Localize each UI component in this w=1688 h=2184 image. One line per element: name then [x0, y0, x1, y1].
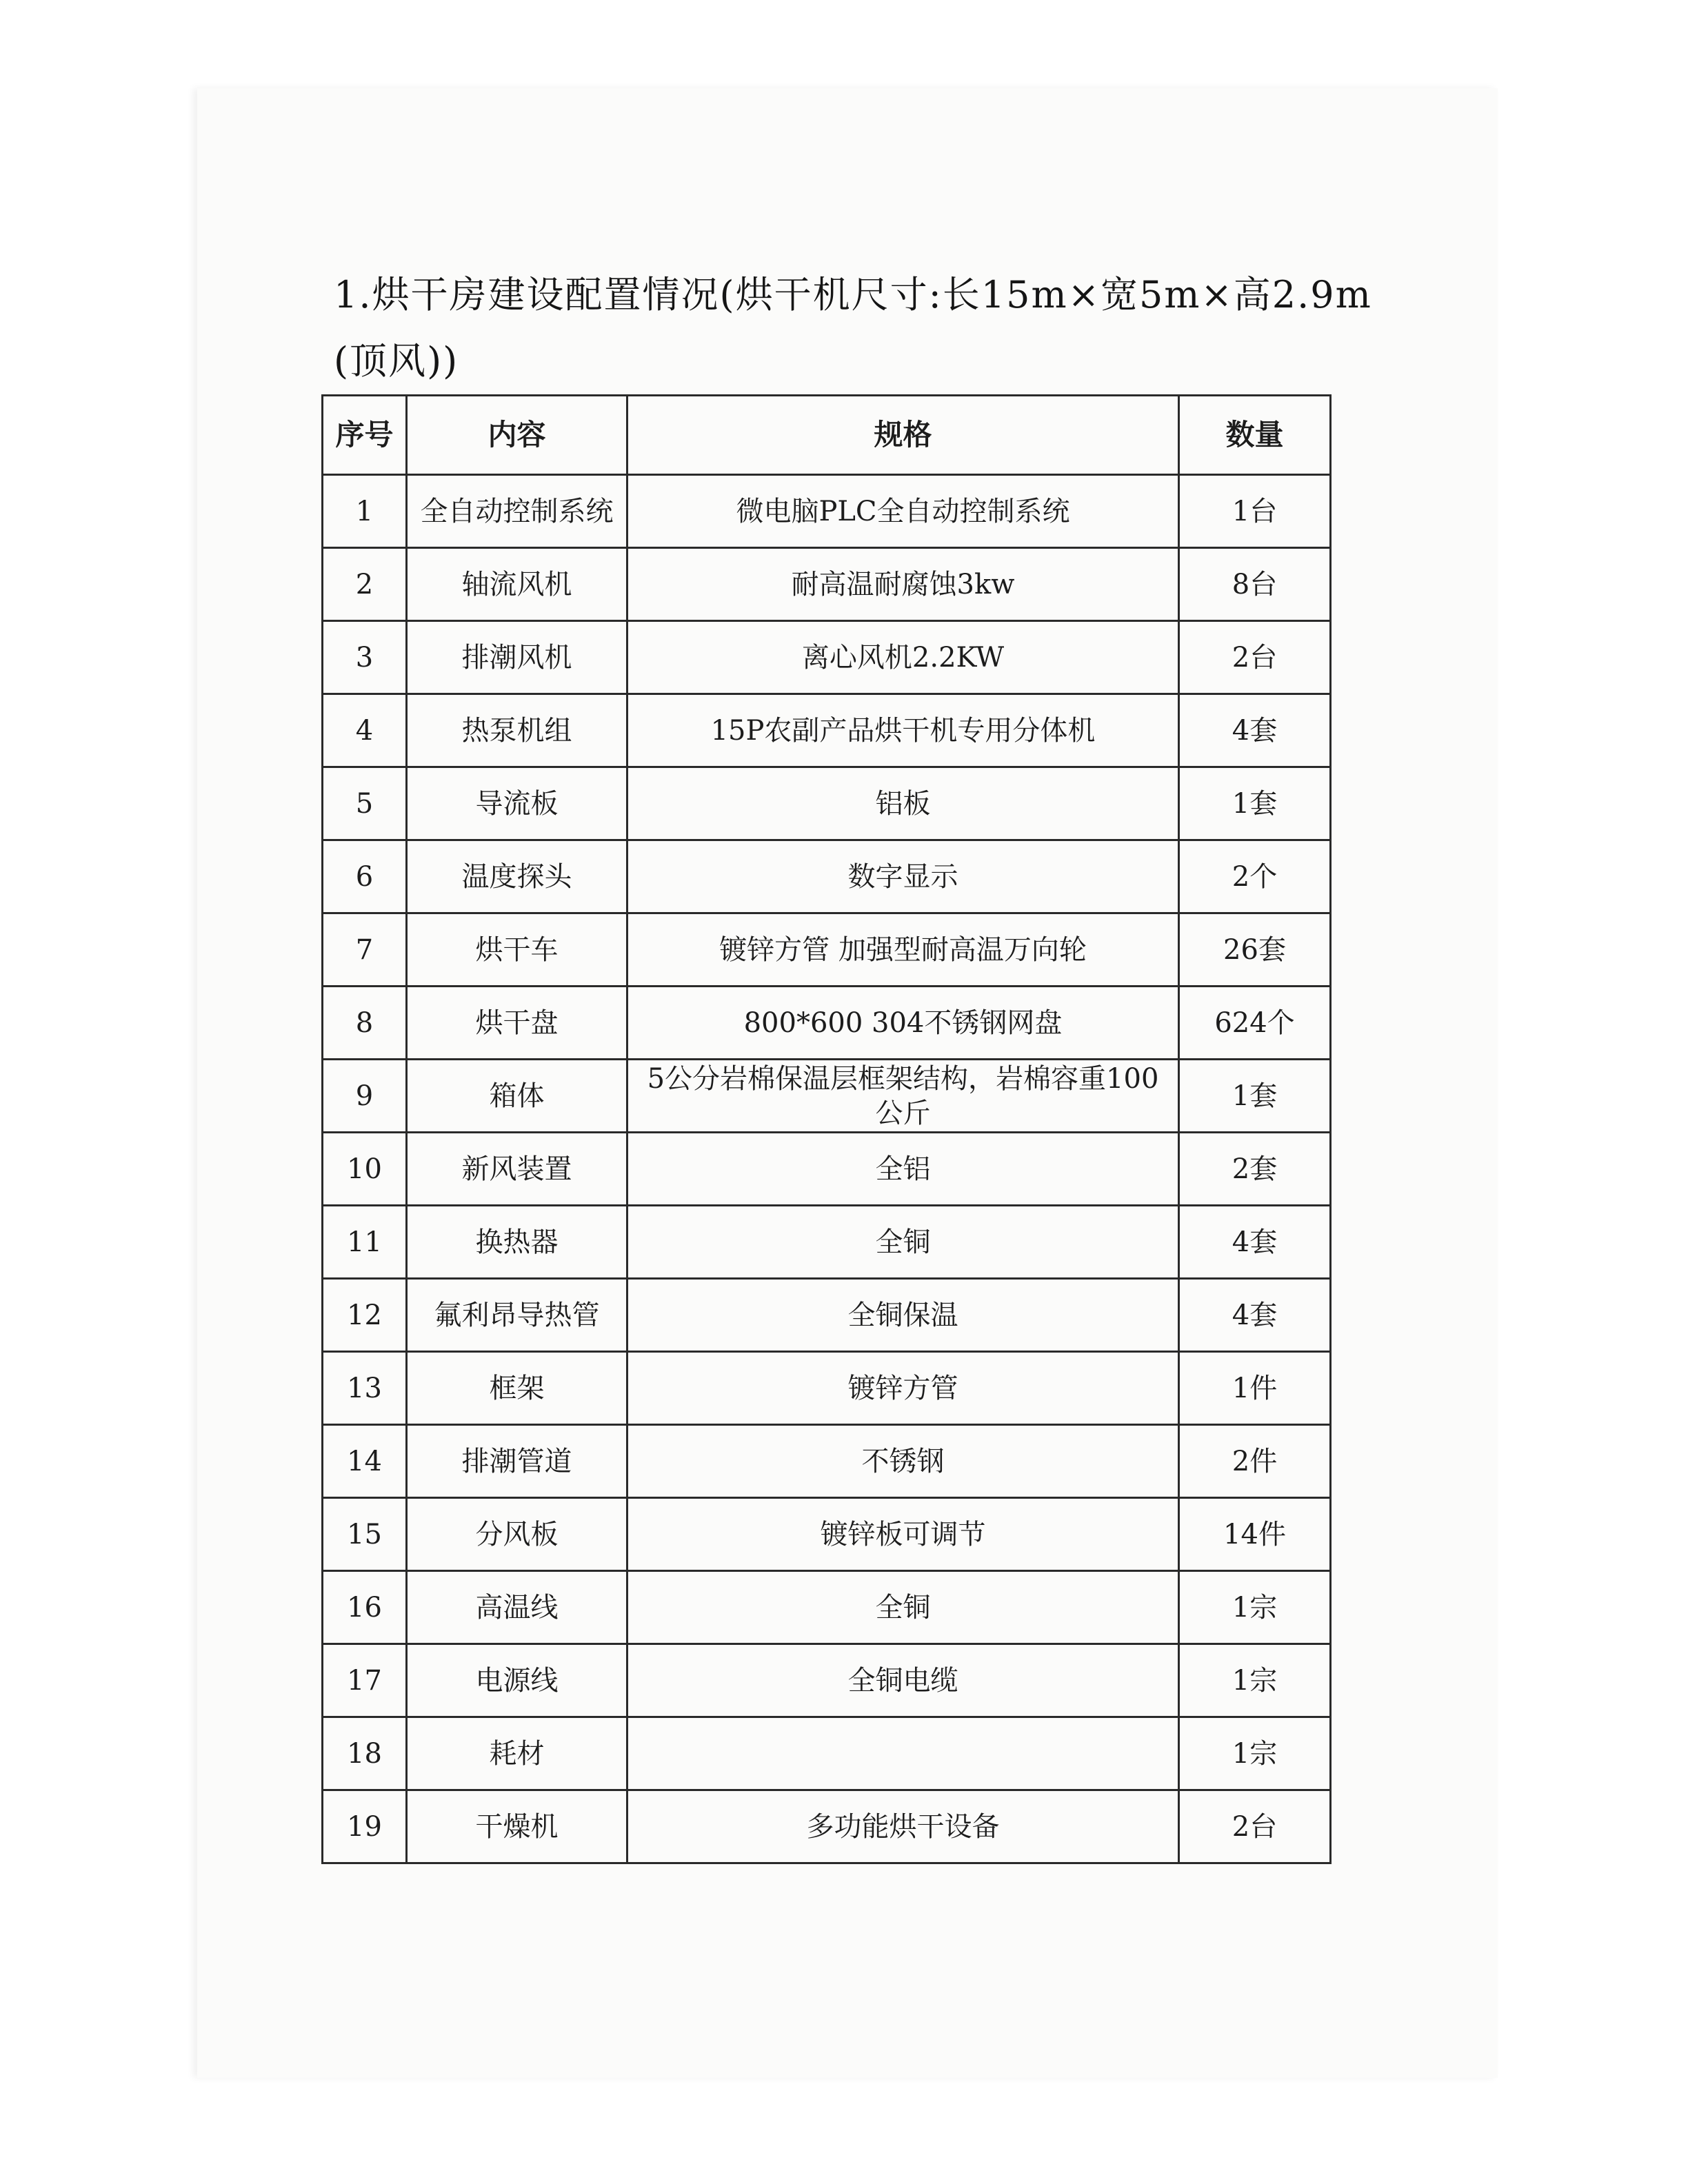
cell-specification: 微电脑PLC全自动控制系统 — [627, 475, 1179, 548]
cell-specification: 镀锌方管 — [627, 1352, 1179, 1425]
cell-specification: 镀锌板可调节 — [627, 1498, 1179, 1571]
cell-content: 干燥机 — [407, 1790, 627, 1863]
cell-serial-number: 1 — [323, 475, 407, 548]
cell-specification: 离心风机2.2KW — [627, 621, 1179, 694]
cell-specification: 5公分岩棉保温层框架结构，岩棉容重100公斤 — [627, 1060, 1179, 1133]
cell-specification: 耐高温耐腐蚀3kw — [627, 548, 1179, 621]
cell-serial-number: 16 — [323, 1571, 407, 1644]
table-row — [323, 621, 1331, 694]
table-row — [323, 1060, 1331, 1133]
cell-specification: 不锈钢 — [627, 1425, 1179, 1498]
table-body — [323, 475, 1331, 1863]
cell-specification: 800*600 304不锈钢网盘 — [627, 987, 1179, 1060]
cell-content: 轴流风机 — [407, 548, 627, 621]
cell-content: 热泵机组 — [407, 694, 627, 767]
cell-content: 分风板 — [407, 1498, 627, 1571]
cell-quantity: 2个 — [1179, 840, 1331, 913]
configuration-table — [321, 394, 1332, 1864]
cell-quantity: 2件 — [1179, 1425, 1331, 1498]
cell-content: 箱体 — [407, 1060, 627, 1133]
table-row — [323, 1498, 1331, 1571]
cell-specification: 全铝 — [627, 1133, 1179, 1206]
cell-quantity: 1件 — [1179, 1352, 1331, 1425]
cell-content: 烘干车 — [407, 913, 627, 987]
table-row — [323, 1206, 1331, 1279]
cell-content: 框架 — [407, 1352, 627, 1425]
cell-content: 换热器 — [407, 1206, 627, 1279]
cell-quantity: 1宗 — [1179, 1644, 1331, 1717]
cell-quantity: 4套 — [1179, 694, 1331, 767]
cell-quantity: 1套 — [1179, 767, 1331, 840]
table-row — [323, 767, 1331, 840]
cell-content: 全自动控制系统 — [407, 475, 627, 548]
cell-specification: 镀锌方管 加强型耐高温万向轮 — [627, 913, 1179, 987]
table-row — [323, 1644, 1331, 1717]
table-row — [323, 475, 1331, 548]
cell-serial-number: 10 — [323, 1133, 407, 1206]
cell-quantity: 1套 — [1179, 1060, 1331, 1133]
cell-serial-number: 8 — [323, 987, 407, 1060]
cell-quantity: 2台 — [1179, 1790, 1331, 1863]
cell-specification: 铝板 — [627, 767, 1179, 840]
table-row — [323, 694, 1331, 767]
table-row — [323, 987, 1331, 1060]
cell-quantity: 2套 — [1179, 1133, 1331, 1206]
cell-quantity: 26套 — [1179, 913, 1331, 987]
cell-serial-number: 6 — [323, 840, 407, 913]
table-row — [323, 1717, 1331, 1790]
cell-quantity: 1宗 — [1179, 1571, 1331, 1644]
cell-serial-number: 4 — [323, 694, 407, 767]
heading-line-2: (顶风)) — [334, 339, 459, 383]
table-row — [323, 1425, 1331, 1498]
table-row — [323, 840, 1331, 913]
cell-content: 烘干盘 — [407, 987, 627, 1060]
cell-serial-number: 5 — [323, 767, 407, 840]
cell-specification: 15P农副产品烘干机专用分体机 — [627, 694, 1179, 767]
cell-content: 高温线 — [407, 1571, 627, 1644]
table-row — [323, 1133, 1331, 1206]
header-specification: 规格 — [627, 396, 1179, 475]
cell-quantity: 14件 — [1179, 1498, 1331, 1571]
cell-serial-number: 2 — [323, 548, 407, 621]
cell-serial-number: 13 — [323, 1352, 407, 1425]
cell-specification — [627, 1717, 1179, 1790]
cell-specification: 全铜电缆 — [627, 1644, 1179, 1717]
table-row — [323, 1790, 1331, 1863]
table-row — [323, 1279, 1331, 1352]
cell-serial-number: 17 — [323, 1644, 407, 1717]
cell-quantity: 1宗 — [1179, 1717, 1331, 1790]
cell-content: 导流板 — [407, 767, 627, 840]
cell-quantity: 624个 — [1179, 987, 1331, 1060]
cell-serial-number: 12 — [323, 1279, 407, 1352]
table-row — [323, 1571, 1331, 1644]
cell-content: 电源线 — [407, 1644, 627, 1717]
cell-quantity: 2台 — [1179, 621, 1331, 694]
cell-content: 排潮管道 — [407, 1425, 627, 1498]
cell-serial-number: 9 — [323, 1060, 407, 1133]
cell-serial-number: 18 — [323, 1717, 407, 1790]
cell-specification: 全铜保温 — [627, 1279, 1179, 1352]
cell-serial-number: 3 — [323, 621, 407, 694]
cell-content: 温度探头 — [407, 840, 627, 913]
cell-content: 排潮风机 — [407, 621, 627, 694]
cell-specification: 多功能烘干设备 — [627, 1790, 1179, 1863]
cell-specification: 全铜 — [627, 1206, 1179, 1279]
cell-serial-number: 19 — [323, 1790, 407, 1863]
table-row — [323, 1352, 1331, 1425]
cell-serial-number: 15 — [323, 1498, 407, 1571]
cell-specification: 全铜 — [627, 1571, 1179, 1644]
cell-quantity: 4套 — [1179, 1206, 1331, 1279]
cell-quantity: 4套 — [1179, 1279, 1331, 1352]
heading-line-1: 1.烘干房建设配置情况(烘干机尺寸:长15m×宽5m×高2.9m — [334, 273, 1372, 316]
cell-quantity: 1台 — [1179, 475, 1331, 548]
cell-content: 耗材 — [407, 1717, 627, 1790]
cell-serial-number: 14 — [323, 1425, 407, 1498]
table-row — [323, 913, 1331, 987]
header-content: 内容 — [407, 396, 627, 475]
section-heading — [334, 262, 1372, 394]
table-row — [323, 548, 1331, 621]
cell-quantity: 8台 — [1179, 548, 1331, 621]
table-header-row — [323, 396, 1331, 475]
cell-specification: 数字显示 — [627, 840, 1179, 913]
cell-serial-number: 11 — [323, 1206, 407, 1279]
cell-serial-number: 7 — [323, 913, 407, 987]
header-quantity: 数量 — [1179, 396, 1331, 475]
header-serial-number: 序号 — [323, 396, 407, 475]
cell-content: 新风装置 — [407, 1133, 627, 1206]
cell-content: 氟利昂导热管 — [407, 1279, 627, 1352]
